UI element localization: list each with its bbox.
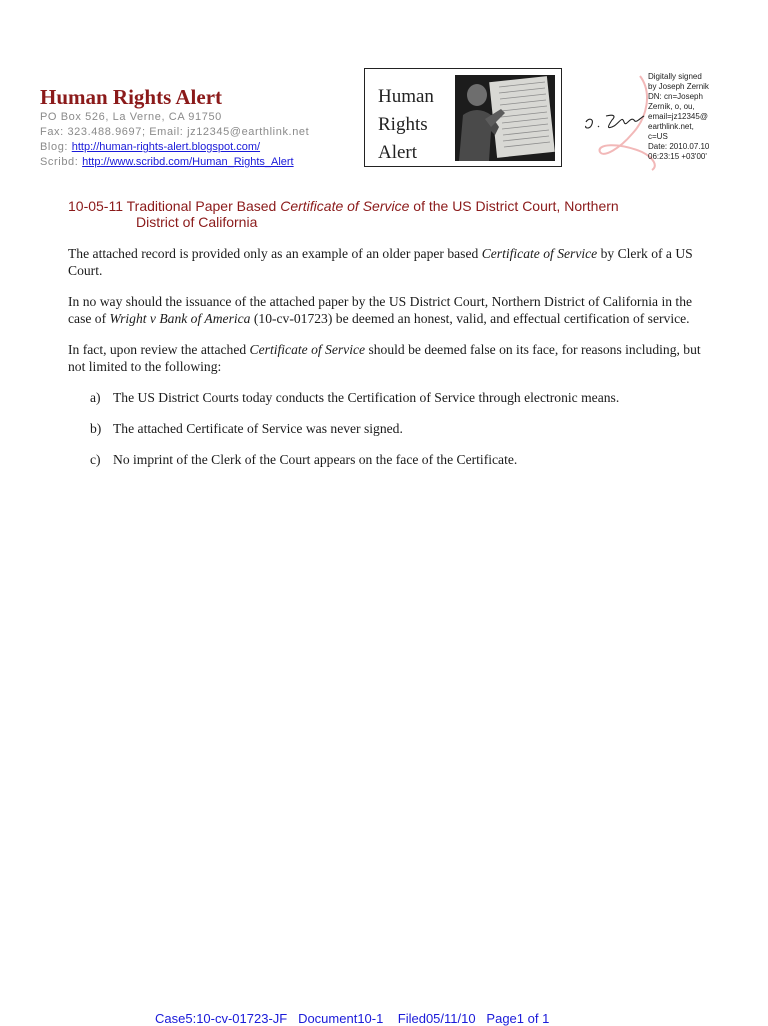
paragraph-text: The attached record is provided only as an example of an older paper based	[68, 246, 482, 261]
fax-email-line: Fax: 323.488.9697; Email: jz12345@earthlink.net	[40, 126, 310, 138]
list-item-text: The US District Courts today conducts the Certification of Service through electronic means.	[113, 390, 620, 405]
paragraph-1	[68, 246, 708, 279]
signature-line: by Joseph Zernik	[648, 82, 709, 91]
digital-signature-info	[648, 72, 766, 162]
signature-line: email=jz12345@	[648, 112, 708, 121]
heading-italic-text: Certificate of Service	[280, 198, 410, 214]
paragraph-text: by Clerk of a US Court.	[68, 246, 693, 278]
scribd-line	[40, 155, 309, 170]
court-filing-footer: Case5:10-cv-01723-JF Document10-1 Filed05/11/10 Page1 of 1	[155, 1011, 550, 1026]
paragraph-italic: Certificate of Service	[249, 342, 366, 357]
paragraph-italic: Certificate of Service	[481, 246, 598, 261]
signature-line: DN: cn=Joseph	[648, 92, 703, 101]
heading-text: of the US District Court, Northern	[409, 198, 619, 214]
document-heading	[68, 198, 708, 230]
blog-link[interactable]: http://human-rights-alert.blogspot.com/	[71, 141, 261, 153]
list-marker: b)	[90, 421, 102, 436]
organization-logo	[364, 68, 562, 167]
list-marker: c)	[90, 452, 101, 467]
paragraph-2	[68, 294, 708, 327]
list-item	[90, 390, 708, 407]
logo-photo-image	[455, 75, 555, 161]
address-line: PO Box 526, La Verne, CA 91750	[40, 111, 222, 123]
list-item	[90, 452, 708, 469]
reasons-list	[68, 390, 708, 469]
blog-label: Blog:	[40, 141, 69, 153]
paragraph-text: (10-cv-01723) be deemed an honest, valid, and effectual certification of service.	[250, 310, 690, 326]
list-item-text: No imprint of the Clerk of the Court appears on the face of the Certificate.	[113, 452, 518, 467]
list-marker: a)	[90, 390, 101, 405]
list-item	[90, 421, 708, 438]
heading-text: 10-05-11 Traditional Paper Based	[68, 198, 281, 214]
list-item-text: The attached Certificate of Service was never signed.	[113, 421, 403, 436]
paragraph-italic: Wright v Bank of America	[109, 310, 251, 326]
paragraph-text: should be deemed false on its face, for reasons including, but not limited to the following:	[68, 342, 701, 374]
signature-line: Zernik, o, ou,	[648, 102, 695, 111]
signature-line: Digitally signed	[648, 72, 702, 81]
logo-line-1: Human	[378, 86, 434, 107]
document-body	[68, 246, 708, 483]
scribd-link[interactable]: http://www.scribd.com/Human_Rights_Alert	[82, 156, 294, 168]
contact-block	[40, 110, 309, 170]
paragraph-3	[68, 342, 708, 375]
signature-line: 06:23:15 +03'00'	[648, 152, 707, 161]
paragraph-text: In no way should the issuance of the attached paper by the US District Court, Northern District of California in the case of	[68, 294, 693, 326]
logo-line-2: Rights	[378, 114, 428, 135]
logo-line-3: Alert	[378, 142, 418, 163]
logo-text	[378, 83, 434, 167]
paragraph-text: In fact, upon review the attached	[68, 342, 250, 357]
organization-title: Human Rights Alert	[40, 85, 223, 109]
signature-line: earthlink.net,	[648, 122, 694, 131]
signature-line: c=US	[648, 132, 668, 141]
blog-line	[40, 140, 309, 155]
scribd-label: Scribd:	[40, 156, 79, 168]
heading-line-2: District of California	[136, 214, 258, 230]
signature-line: Date: 2010.07.10	[648, 142, 710, 151]
